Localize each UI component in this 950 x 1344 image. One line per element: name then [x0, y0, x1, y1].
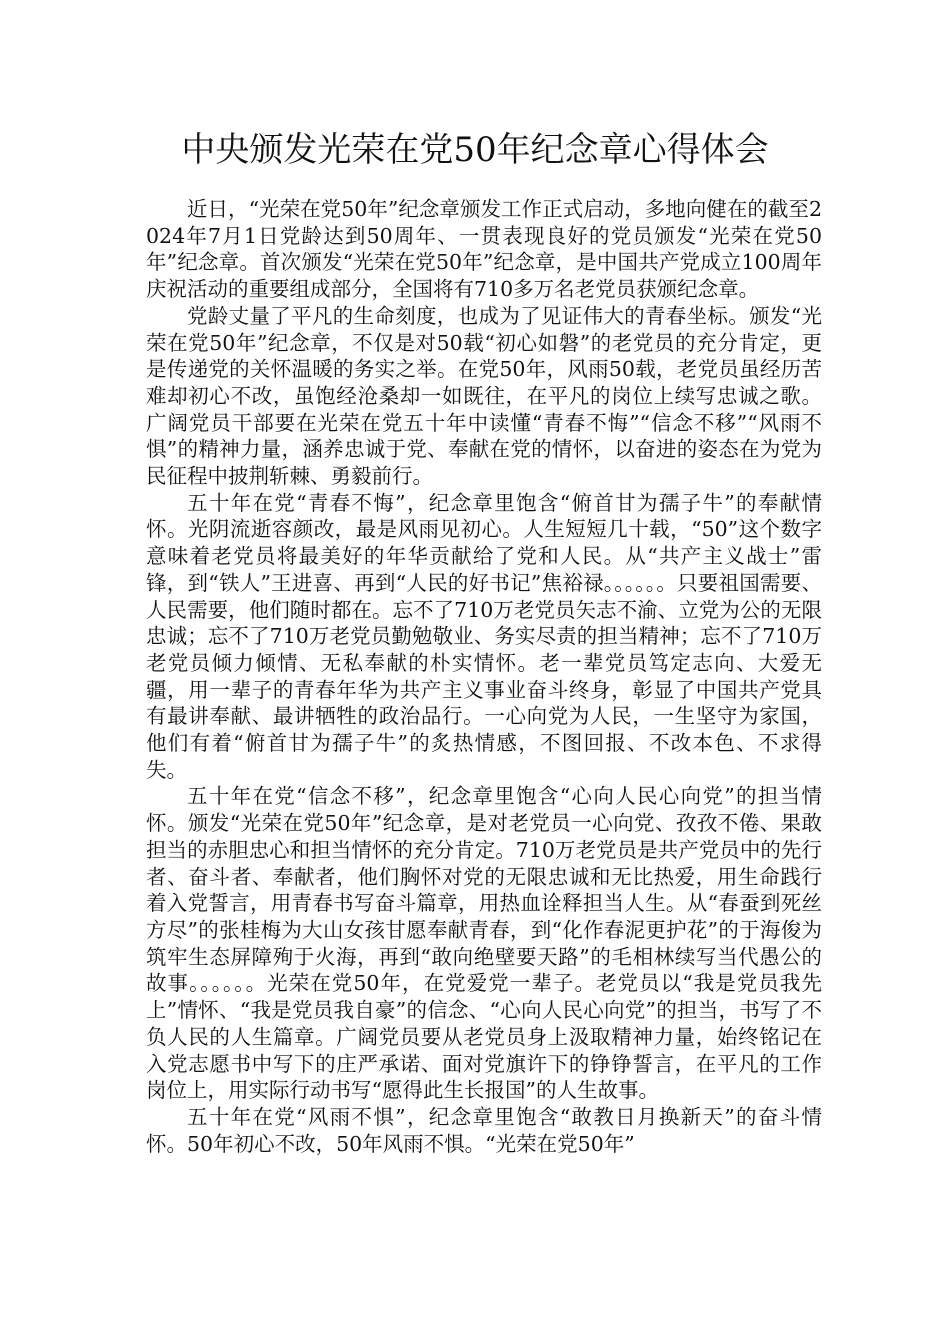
- paragraph-1: 近日，“光荣在党50年”纪念章颁发工作正式启动，多地向健在的截至2024年7月1日党龄达到50周年、一贯表现良好的党员颁发“光荣在党50年”纪念章。首次颁发“光荣在党50年”纪念章，是中国共产党成立100周年庆祝活动的重要组成部分，全国将有710多万名老党员获颁纪念章。: [146, 197, 822, 302]
- paragraph-4: 五十年在党“信念不移”，纪念章里饱含“心向人民心向党”的担当情怀。颁发“光荣在党50年”纪念章，是对老党员一心向党、孜孜不倦、果敢担当的赤胆忠心和担当情怀的充分肯定。710万老党员是共产党员中的先行者、奋斗者、奉献者，他们胸怀对党的无限忠诚和无比热爱，用生命践行着入党誓言，用青春书写奋斗篇章，用热血诠释担当人生。从“春蚕到死丝方尽”的张桂梅为大山女孩甘愿奉献青春，到“化作春泥更护花”的于海俊为筑牢生态屏障殉于火海，再到“敢向绝壁要天路”的毛相林续写当代愚公的故事。。。。。。光荣在党50年，在党爱党一辈子。老党员以“我是党员我先上”情怀、“我是党员我自豪”的信念、“心向人民心向党”的担当，书写了不负人民的人生篇章。广阔党员要从老党员身上汲取精神力量，始终铭记在入党志愿书中写下的庄严承诺、面对党旗许下的铮铮誓言，在平凡的工作岗位上，用实际行动书写“愿得此生长报国”的人生故事。: [146, 784, 822, 1103]
- paragraph-2: 党龄丈量了平凡的生命刻度，也成为了见证伟大的青春坐标。颁发“光荣在党50年”纪念章，不仅是对50载“初心如磐”的老党员的充分肯定，更是传递党的关怀温暖的务实之举。在党50年，风雨50载，老党员虽经历苦难却初心不改，虽饱经沧桑却一如既往，在平凡的岗位上续写忠诚之歌。广阔党员干部要在光荣在党五十年中读懂“青春不悔”“信念不移”“风雨不惧”的精神力量，涵养忠诚于党、奉献在党的情怀，以奋进的姿态在为党为民征程中披荆斩棘、勇毅前行。: [146, 303, 822, 489]
- paragraph-3: 五十年在党“青春不悔”，纪念章里饱含“俯首甘为孺子牛”的奉献情怀。光阴流逝容颜改，最是风雨见初心。人生短短几十载，“50”这个数字意味着老党员将最美好的年华贡献给了党和人民。从“共产主义战士”雷锋，到“铁人”王进喜、再到“人民的好书记”焦裕禄。。。。。。只要祖国需要、人民需要，他们随时都在。忘不了710万老党员矢志不渝、立党为公的无限忠诚；忘不了710万老党员勤勉敬业、务实尽责的担当精神；忘不了710万老党员倾力倾情、无私奉献的朴实情怀。老一辈党员笃定志向、大爱无疆，用一辈子的青春年华为共产主义事业奋斗终身，彰显了中国共产党具有最讲奉献、最讲牺牲的政治品行。一心向党为人民，一生坚守为家国，他们有着“俯首甘为孺子牛”的炙热情感，不图回报、不改本色、不求得失。: [146, 490, 822, 782]
- paragraph-5: 五十年在党“风雨不惧”，纪念章里饱含“敢教日月换新天”的奋斗情怀。50年初心不改，50年风雨不惧。“光荣在党50年”: [146, 1104, 822, 1156]
- document-body: [146, 196, 822, 1157]
- document-title: 中央颁发光荣在党50年纪念章心得体会: [181, 130, 769, 170]
